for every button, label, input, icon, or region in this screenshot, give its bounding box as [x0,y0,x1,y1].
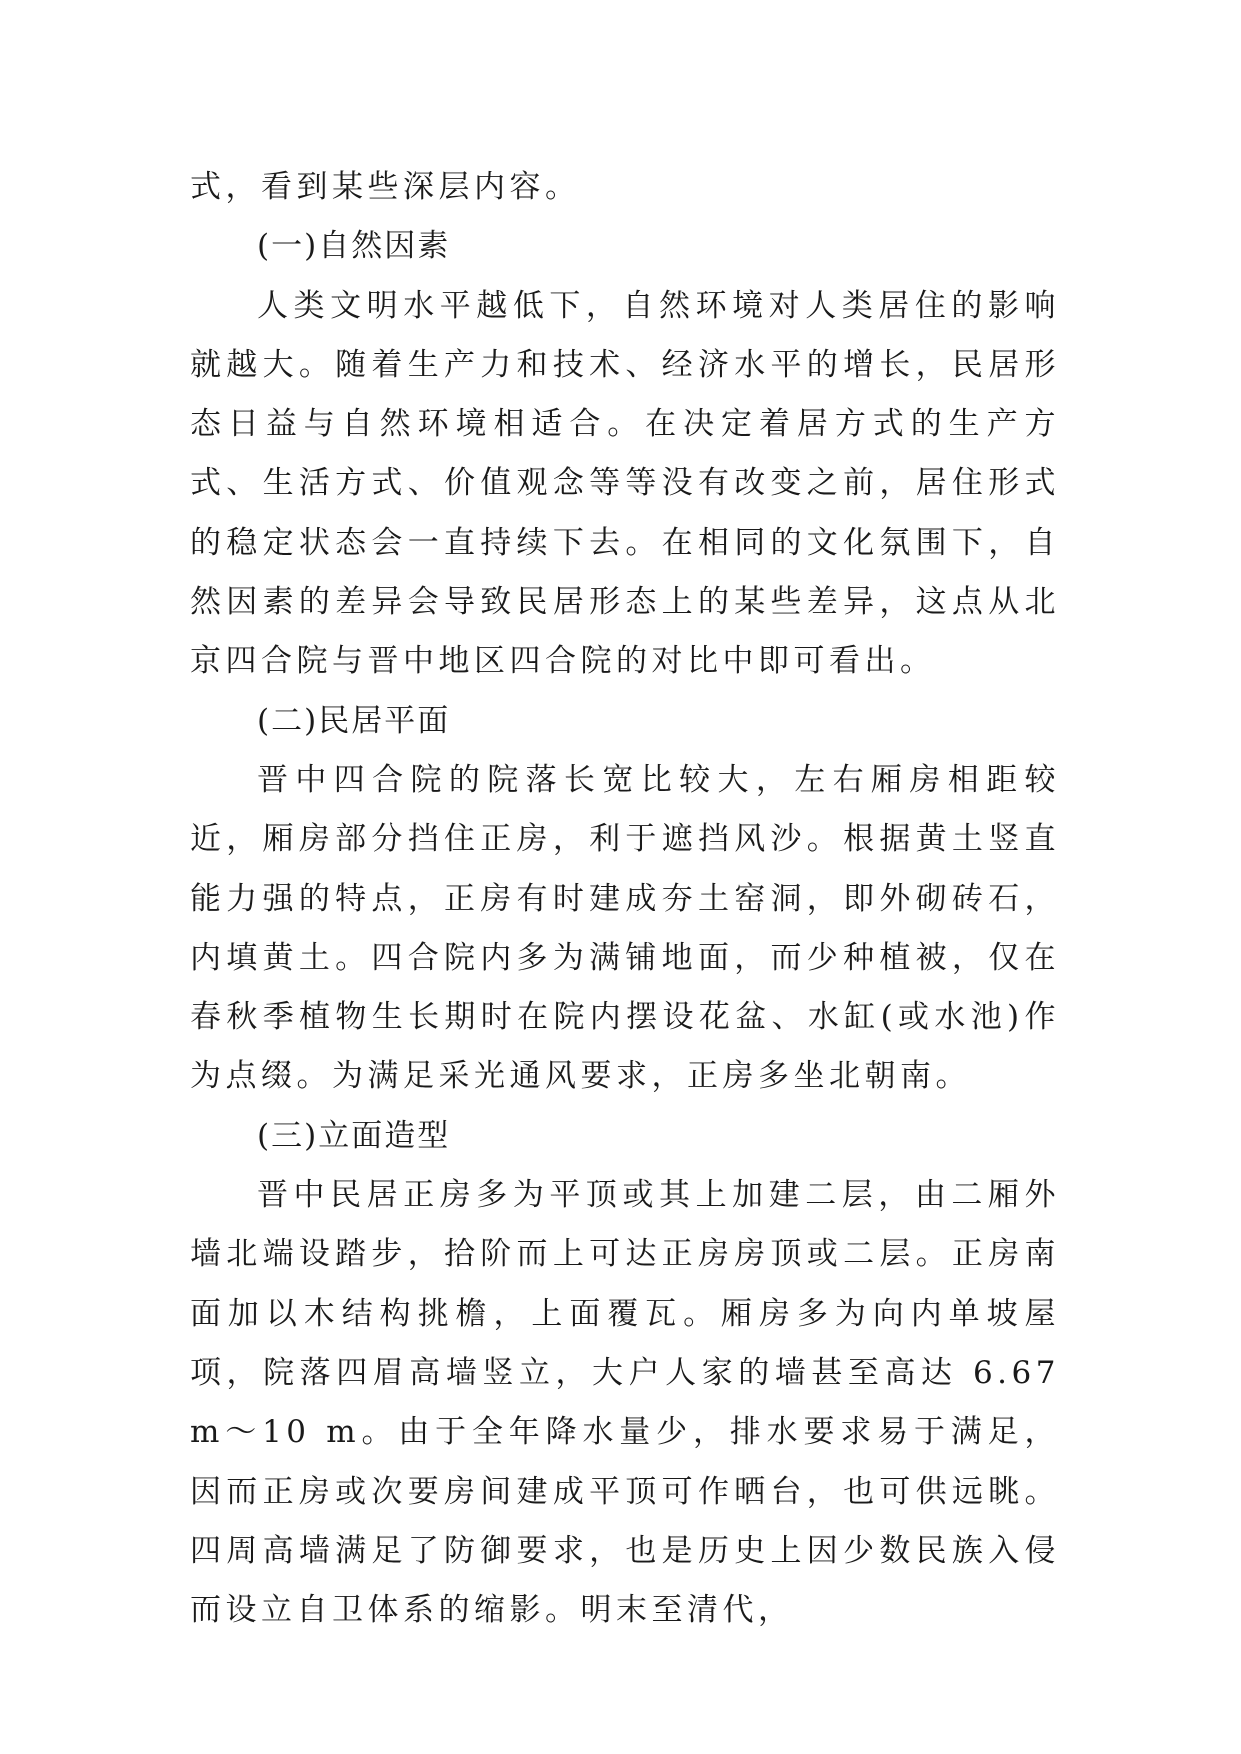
section-heading-natural-factors: (一)自然因素 [257,228,451,265]
paragraph-floor-plan: 晋中四合院的院落长宽比较大，左右厢房相距较近，厢房部分挡住正房，利于遮挡风沙。根据黄土竖直能力强的特点，正房有时建成夯土窑洞，即外砌砖石，内填黄土。四合院内多为满铺地面，而少种植被，仅在春秋季植物生长期时在院内摆设花盆、水缸(或水池)作为点缀。为满足采光通风要求，正房多坐北朝南。 [190,761,1060,1095]
paragraph-elevation: 晋中民居正房多为平顶或其上加建二层，由二厢外墙北端设踏步，拾阶而上可达正房房顶或二层。正房南面加以木结构挑檐，上面覆瓦。厢房多为向内单坡屋项，院落四眉高墙竖立，大户人家的墙甚至高达 6.67 m～10 m。由于全年降水量少，排水要求易于满足，因而正房或次要房间建成平顶可作晒台，也可供远眺。四周高墙满足了防御要求，也是历史上因少数民族入侵而设立自卫体系的缩影。明末至清代， [190,1177,1060,1629]
paragraph-continuation: 式，看到某些深层内容。 [190,169,581,205]
section-heading-elevation: (三)立面造型 [257,1117,451,1154]
section-heading-floor-plan: (二)民居平面 [257,702,451,739]
paragraph-natural-factors: 人类文明水平越低下，自然环境对人类居住的影响就越大。随着生产力和技术、经济水平的增长，民居形态日益与自然环境相适合。在决定着居方式的生产方式、生活方式、价值观念等等没有改变之前，居住形式的稳定状态会一直持续下去。在相同的文化氛围下，自然因素的差异会导致民居形态上的某些差异，这点从北京四合院与晋中地区四合院的对比中即可看出。 [190,287,1060,680]
document-body [190,158,1060,1640]
